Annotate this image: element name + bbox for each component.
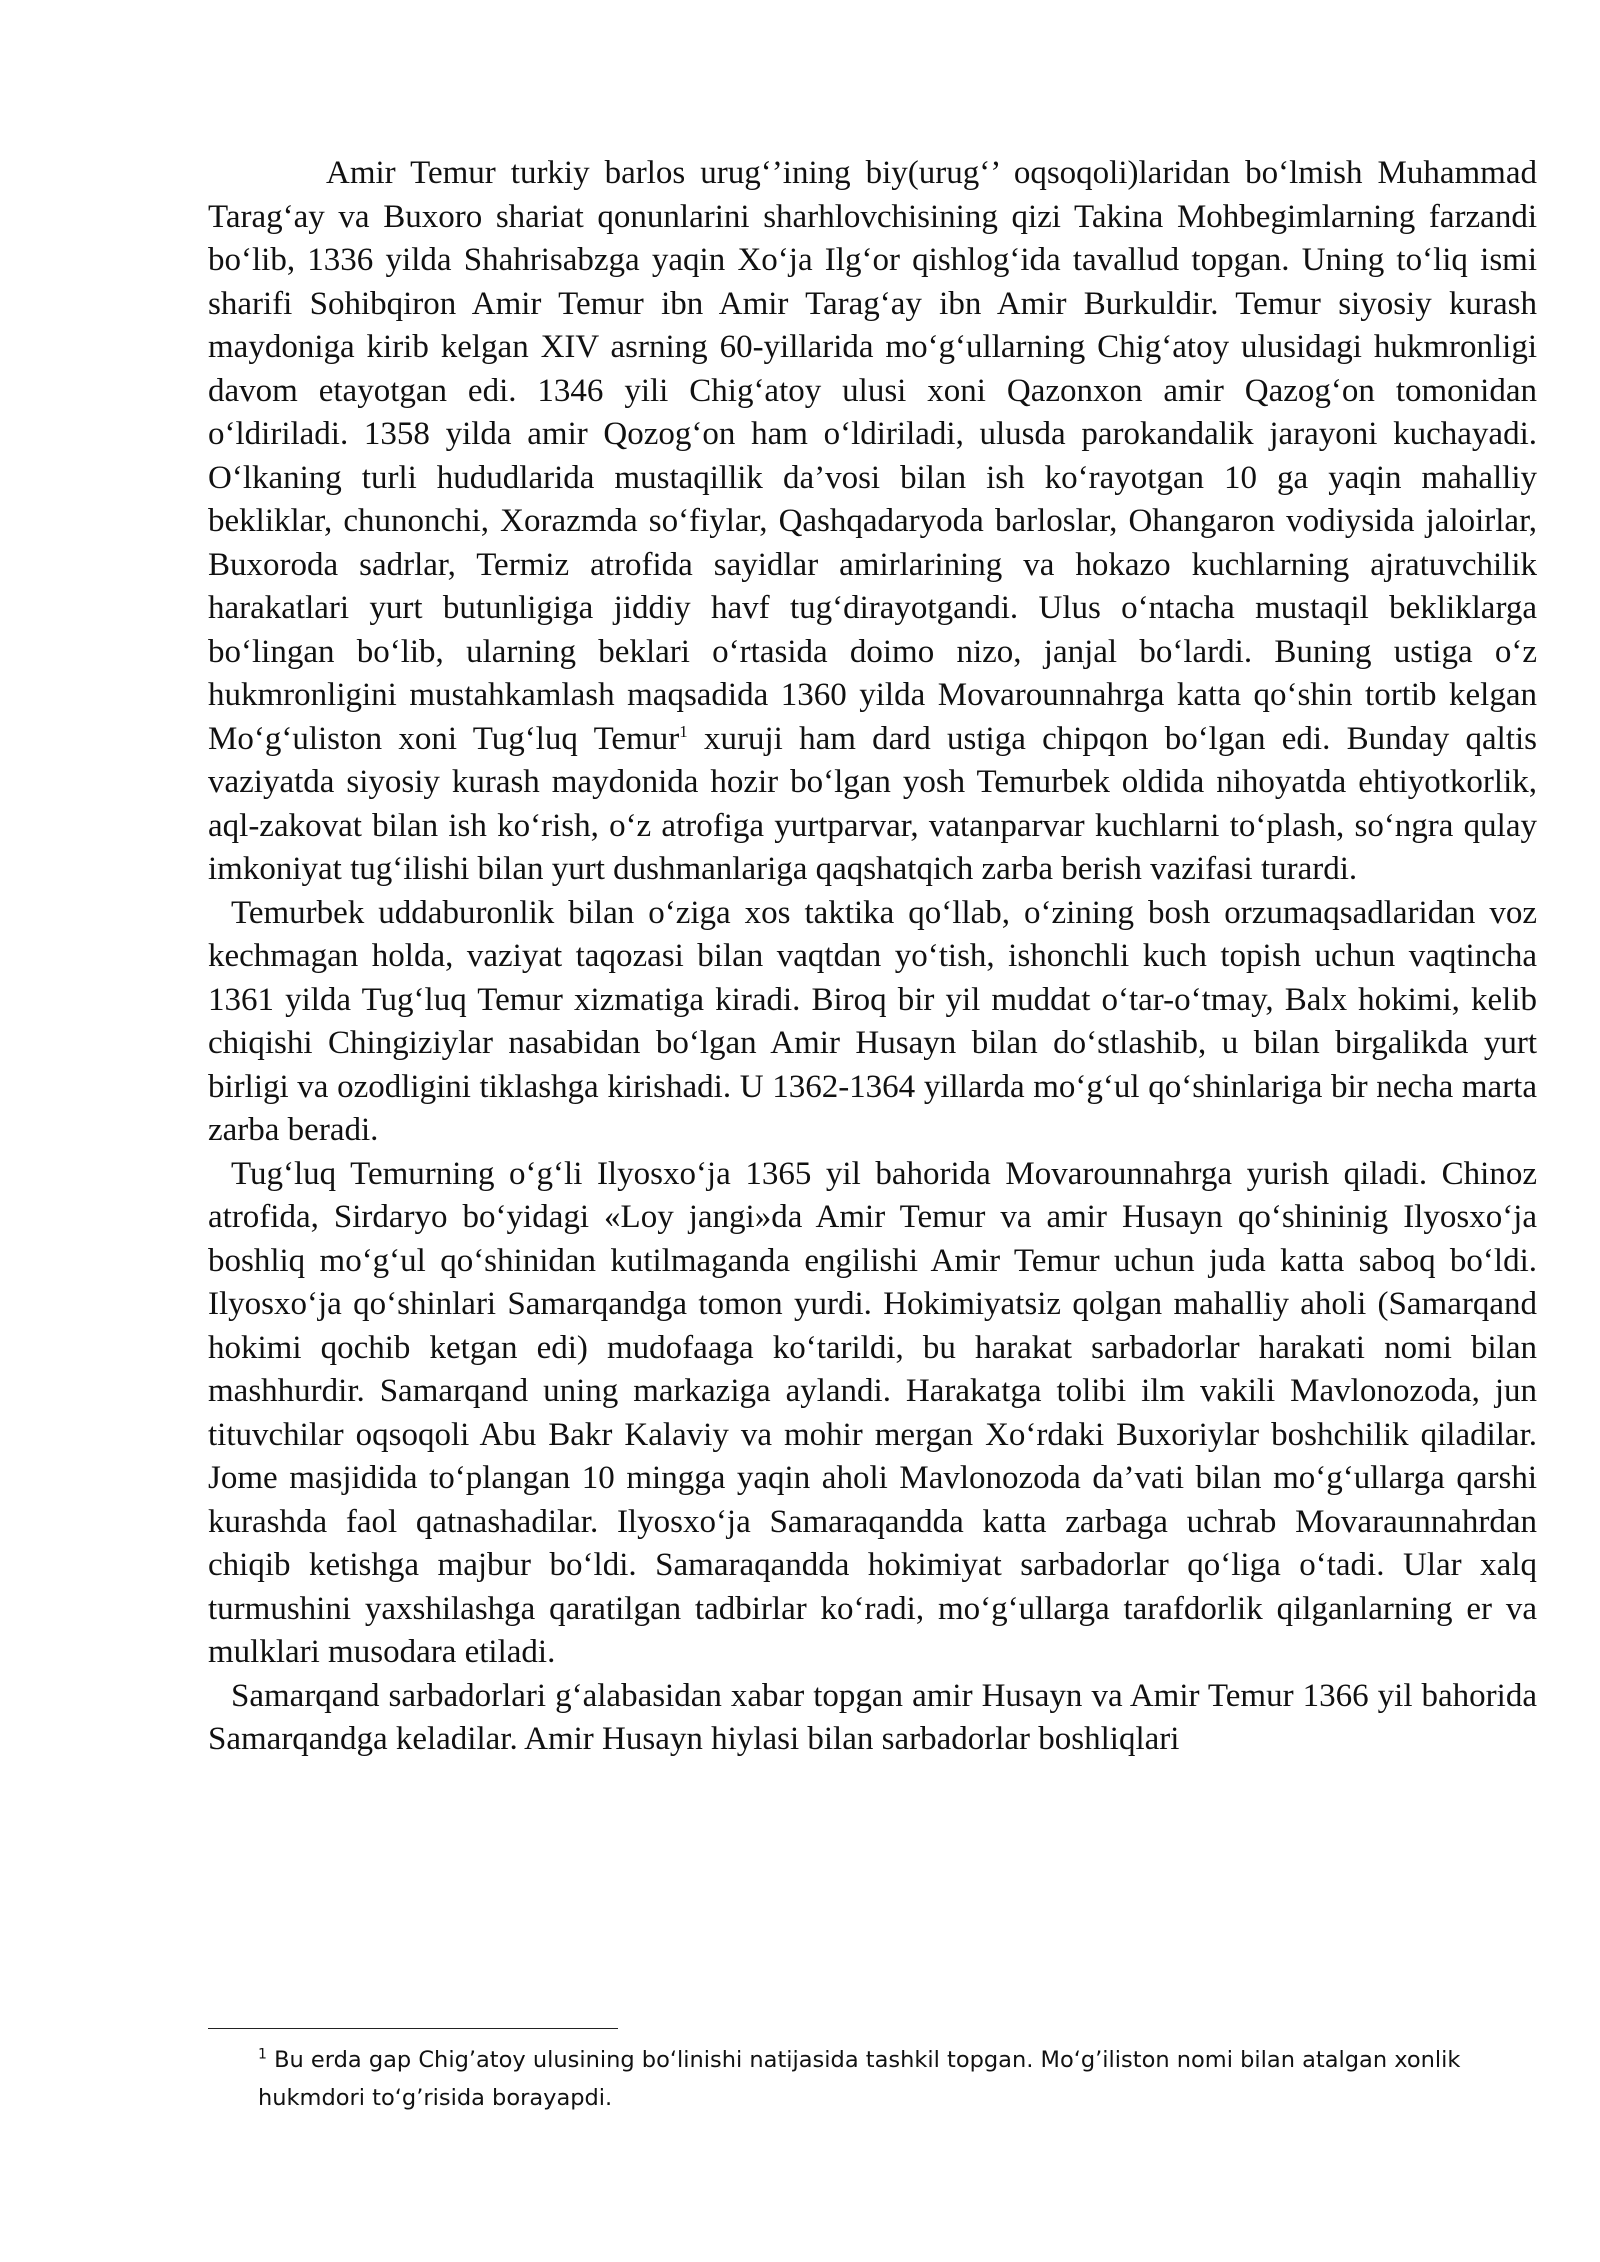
paragraph-2: Temurbek uddaburonlik bilan o‘ziga xos taktika qo‘llab, o‘zining bosh orzumaqsadlaridan voz kechmagan holda, vaziyat taqozasi bilan vaqtdan yo‘tish, ishonchli kuch topish uchun vaqtincha 1361 yilda Tug‘luq Temur xizmatiga kiradi. Biroq bir yil muddat o‘tar-o‘tmay, Balx hokimi, kelib chiqishi Chingiziylar nasabidan bo‘lgan Amir Husayn bilan do‘stlashib, u bilan birgalikda yurt birligi va ozodligini tiklashga kirishadi. U 1362-1364 yillarda mo‘g‘ul qo‘shinlariga bir necha marta zarba beradi. [208,894,1537,1148]
document-body [208,152,1537,1762]
paragraph-3: Tug‘luq Temurning o‘g‘li Ilyosxo‘ja 1365 yil bahorida Movarounnahrga yurish qiladi. Chinoz atrofida, Sirdaryo bo‘yidagi «Loy jangi»da Amir Temur va amir Husayn qo‘shininig Ilyosxo‘ja boshliq mo‘g‘ul qo‘shinidan kutilmaganda engilishi Amir Temur uchun juda katta saboq bo‘ldi. Ilyosxo‘ja qo‘shinlari Samarqandga tomon yurdi. Hokimiyatsiz qolgan mahalliy aholi (Samarqand hokimi qochib ketgan edi) mudofaaga ko‘tarildi, bu harakat sarbadorlar harakati nomi bilan mashhurdir. Samarqand uning markaziga aylandi. Harakatga tolibi ilm vakili Mavlonozoda, jun tituvchilar oqsoqoli Abu Bakr Kalaviy va mohir mergan Xo‘rdaki Buxoriylar boshchilik qiladilar. Jome masjidida to‘plangan 10 mingga yaqin aholi Mavlonozoda da’vati bilan mo‘g‘ullarga qarshi kurashda faol qatnashadilar. Ilyosxo‘ja Samaraqandda katta zarbaga uchrab Movaraunnahrdan chiqib ketishga majbur bo‘ldi. Samaraqandda hokimiyat sarbadorlar qo‘liga o‘tadi. Ular xalq turmushini yaxshilashga qaratilgan tadbirlar ko‘radi, mo‘g‘ullarga tarafdorlik qilganlarning er va mulklari musodara etiladi. [208,1155,1537,1670]
paragraph-1 [208,152,1537,892]
paragraph-4: Samarqand sarbadorlari g‘alabasidan xabar topgan amir Husayn va Amir Temur 1366 yil bahorida Samarqandga keladilar. Amir Husayn hiylasi bilan sarbadorlar boshliqlari [208,1677,1537,1757]
footnote-number: 1 [258,2046,267,2063]
footnote-separator [208,2028,618,2029]
paragraph-1-text-end: xuruji ham dard ustiga chipqon bo‘lgan edi. Bunday qaltis vaziyatda siyosiy kurash maydonida hozir bo‘lgan yosh Temurbek oldida nihoyatda ehtiyotkorlik, aql-zakovat bilan ish ko‘rish, o‘z atrofiga yurtparvar, vatanparvar kuchlarni to‘plash, so‘ngra qulay imkoniyat tug‘ilishi bilan yurt dushmanlariga qaqshatqich zarba berish vazifasi turardi. [208,720,1537,887]
footnote-text: Bu erda gap Chig’atoy ulusining bo‘linishi natijasida tashkil topgan. Mo‘g’iliston nomi bilan atalgan xonlik hukmdori to‘g’risida borayapdi. [258,2047,1461,2111]
footnote [258,2041,1488,2117]
paragraph-1-text-start: Amir Temur turkiy barlos urug‘’ining biy(urug‘’ oqsoqoli)laridan bo‘lmish Muhammad Tarag‘ay va Buxoro shariat qonunlarini sharhlovchisining qizi Takina Mohbegimlarning farzandi bo‘lib, 1336 yilda Shahrisabzga yaqin Xo‘ja Ilg‘or qishlog‘ida tavallud topgan. Uning to‘liq ismi sharifi Sohibqiron Amir Temur ibn Amir Tarag‘ay ibn Amir Burkuldir. Temur siyosiy kurash maydoniga kirib kelgan XIV asrning 60-yillarida mo‘g‘ullarning Chig‘atoy ulusidagi hukmronligi davom etayotgan edi. 1346 yili Chig‘atoy ulusi xoni Qazonxon amir Qazog‘on tomonidan o‘ldiriladi. 1358 yilda amir Qozog‘on ham o‘ldiriladi, ulusda parokandalik jarayoni kuchayadi. O‘lkaning turli hududlarida mustaqillik da’vosi bilan ish ko‘rayotgan 10 ga yaqin mahalliy bekliklar, chunonchi, Xorazmda so‘fiylar, Qashqadaryoda barloslar, Ohangaron vodiysida jaloirlar, Buxoroda sadrlar, Termiz atrofida sayidlar amirlarining va hokazo kuchlarning ajratuvchilik harakatlari yurt butunligiga jiddiy havf tug‘dirayotgandi. Ulus o‘ntacha mustaqil bekliklarga bo‘lingan bo‘lib, ularning beklari o‘rtasida doimo nizo, janjal bo‘lardi. Buning ustiga o‘z hukmronligini mustahkamlash maqsadida 1360 yilda Movarounnahrga katta qo‘shin tortib kelgan Mo‘g‘uliston xoni Tug‘luq Temur [208,155,1537,757]
footnote-reference[interactable]: 1 [679,721,688,741]
